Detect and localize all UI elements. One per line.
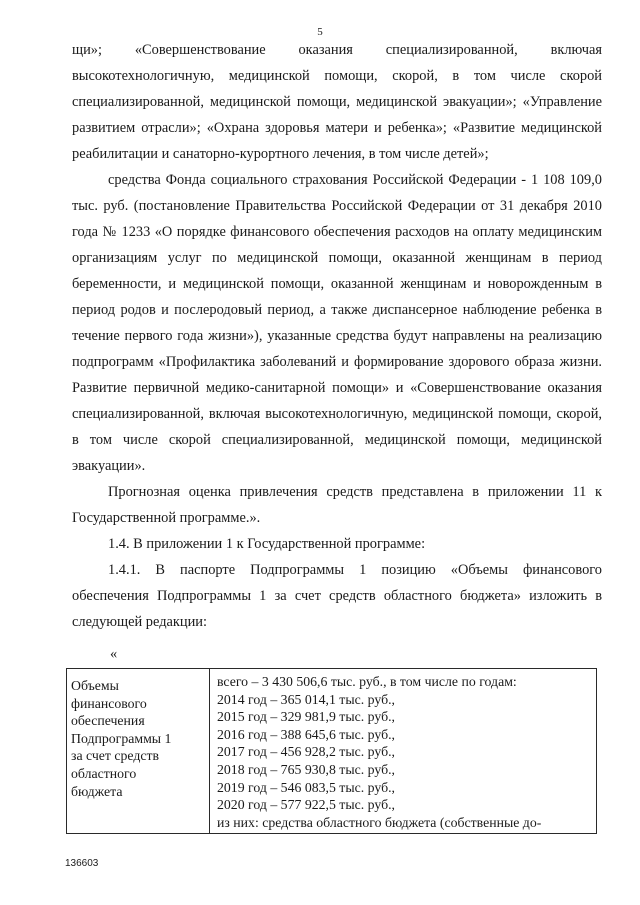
label-line: за счет средств bbox=[71, 748, 160, 764]
page-number: 5 bbox=[317, 26, 323, 38]
document-code: 136603 bbox=[65, 858, 99, 869]
label-line: финансового bbox=[71, 695, 147, 711]
table-label-cell bbox=[67, 669, 210, 834]
value-year-2016: 2016 год – 388 645,6 тыс. руб., bbox=[217, 726, 395, 742]
paragraph-fss-funds: средства Фонда социального страхования Российской Федерации - 1 108 109,0 тыс. руб. (постановление Правительства Российской Федерации от 31 декабря 2010 года № 1233 «О порядке финансового обеспечения расходов на оплату медицинским организациям услуг по медицинской помощи, оказанной женщинам в период беременности, и медицинской помощи, оказанной женщинам и новорожденным в период родов и послеродовый период, а также диспансерное наблюдение ребенка в течение первого года жизни»), указанные средства будут направлены на реализацию подпрограмм «Профилактика заболеваний и формирование здорового образа жизни. Развитие первичной медико-санитарной помощи» и «Совершенствование оказания специализированной, включая высокотехнологичную, медицинской помощи, скорой, в том числе скорой специализированной, медицинской помощи, медицинской эвакуации». bbox=[72, 172, 602, 474]
paragraph-item-1-4-1: 1.4.1. В паспорте Подпрограммы 1 позицию «Объемы финансового обеспечения Подпрограммы 1 за счет средств областного бюджета» изложить в следующей редакции: bbox=[72, 562, 602, 630]
label-line: областного bbox=[71, 765, 137, 781]
value-total: всего – 3 430 506,6 тыс. руб., в том числе по годам: bbox=[217, 674, 517, 689]
table-values-cell bbox=[210, 669, 597, 834]
opening-quote-mark: « bbox=[110, 646, 118, 662]
paragraph-forecast: Прогнозная оценка привлечения средств представлена в приложении 11 к Государственной программе.». bbox=[72, 484, 602, 526]
label-line: бюджета bbox=[71, 783, 123, 799]
value-year-2015: 2015 год – 329 981,9 тыс. руб., bbox=[217, 709, 395, 725]
table-row bbox=[67, 669, 597, 834]
paragraph-item-1-4: 1.4. В приложении 1 к Государственной программе: bbox=[108, 536, 426, 552]
value-breakdown: из них: средства областного бюджета (собственные до- bbox=[217, 814, 542, 830]
label-line: обеспечения bbox=[71, 713, 145, 729]
label-line: Подпрограммы 1 bbox=[71, 730, 172, 746]
value-year-2020: 2020 год – 577 922,5 тыс. руб., bbox=[217, 797, 395, 813]
body-text bbox=[72, 37, 602, 635]
label-line: Объемы bbox=[71, 678, 119, 693]
value-year-2014: 2014 год – 365 014,1 тыс. руб., bbox=[217, 691, 395, 707]
value-year-2019: 2019 год – 546 083,5 тыс. руб., bbox=[217, 779, 395, 795]
funding-table bbox=[66, 668, 597, 834]
paragraph-continuation: щи»; «Совершенствование оказания специализированной, включая высокотехнологичную, медицинской помощи, скорой, в том числе скорой специализированной, медицинской помощи, медицинской эвакуации»; «Управление развитием отрасли»; «Охрана здоровья матери и ребенка»; «Развитие медицинской реабилитации и санаторно-курортного лечения, в том числе детей»; bbox=[72, 42, 602, 162]
value-year-2017: 2017 год – 456 928,2 тыс. руб., bbox=[217, 744, 395, 760]
value-year-2018: 2018 год – 765 930,8 тыс. руб., bbox=[217, 761, 395, 777]
